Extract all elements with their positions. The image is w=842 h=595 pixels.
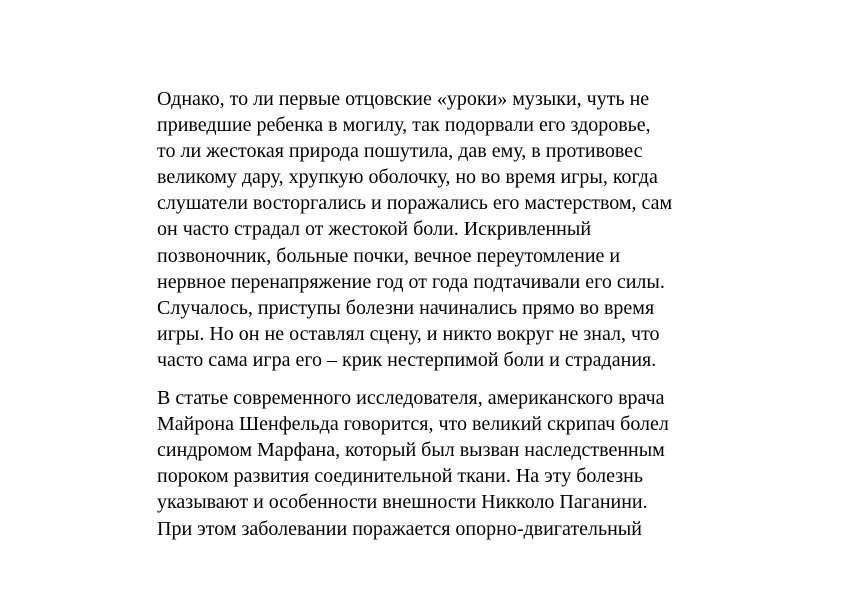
text-line: приведшие ребенка в могилу, так подорвали его здоровье, bbox=[157, 114, 651, 137]
paragraph-1 bbox=[157, 86, 757, 373]
text-line: При этом заболевании поражается опорно-двигательный bbox=[157, 517, 642, 540]
text-line: В статье современного исследователя, американского врача bbox=[157, 387, 665, 410]
text-line: часто сама игра его – крик нестерпимой боли и страдания. bbox=[157, 348, 657, 371]
text-line: пороком развития соединительной ткани. На эту болезнь bbox=[157, 465, 643, 488]
text-line: Случалось, приступы болезни начинались прямо во время bbox=[157, 296, 655, 319]
text-line: Однако, то ли первые отцовские «уроки» музыки, чуть не bbox=[157, 88, 650, 110]
text-line: синдромом Марфана, который был вызван наследственным bbox=[157, 439, 665, 462]
text-line: Майрона Шенфельда говорится, что великий скрипач болел bbox=[157, 413, 669, 436]
text-line: игры. Но он не оставлял сцену, и никто вокруг не знал, что bbox=[157, 322, 660, 345]
text-line: слушатели восторгались и поражались его мастерством, сам bbox=[157, 192, 673, 215]
text-line: он часто страдал от жестокой боли. Искривленный bbox=[157, 218, 592, 241]
text-line: то ли жестокая природа пошутила, дав ему, в противовес bbox=[157, 140, 643, 163]
body-text bbox=[157, 86, 757, 542]
text-line: указывают и особенности внешности Никколо Паганини. bbox=[157, 491, 648, 514]
text-line: нервное перенапряжение год от года подтачивали его силы. bbox=[157, 270, 665, 293]
paragraph-2 bbox=[157, 385, 757, 542]
text-line: позвоночник, больные почки, вечное переутомление и bbox=[157, 244, 621, 267]
text-line: великому дару, хрупкую оболочку, но во время игры, когда bbox=[157, 166, 658, 189]
